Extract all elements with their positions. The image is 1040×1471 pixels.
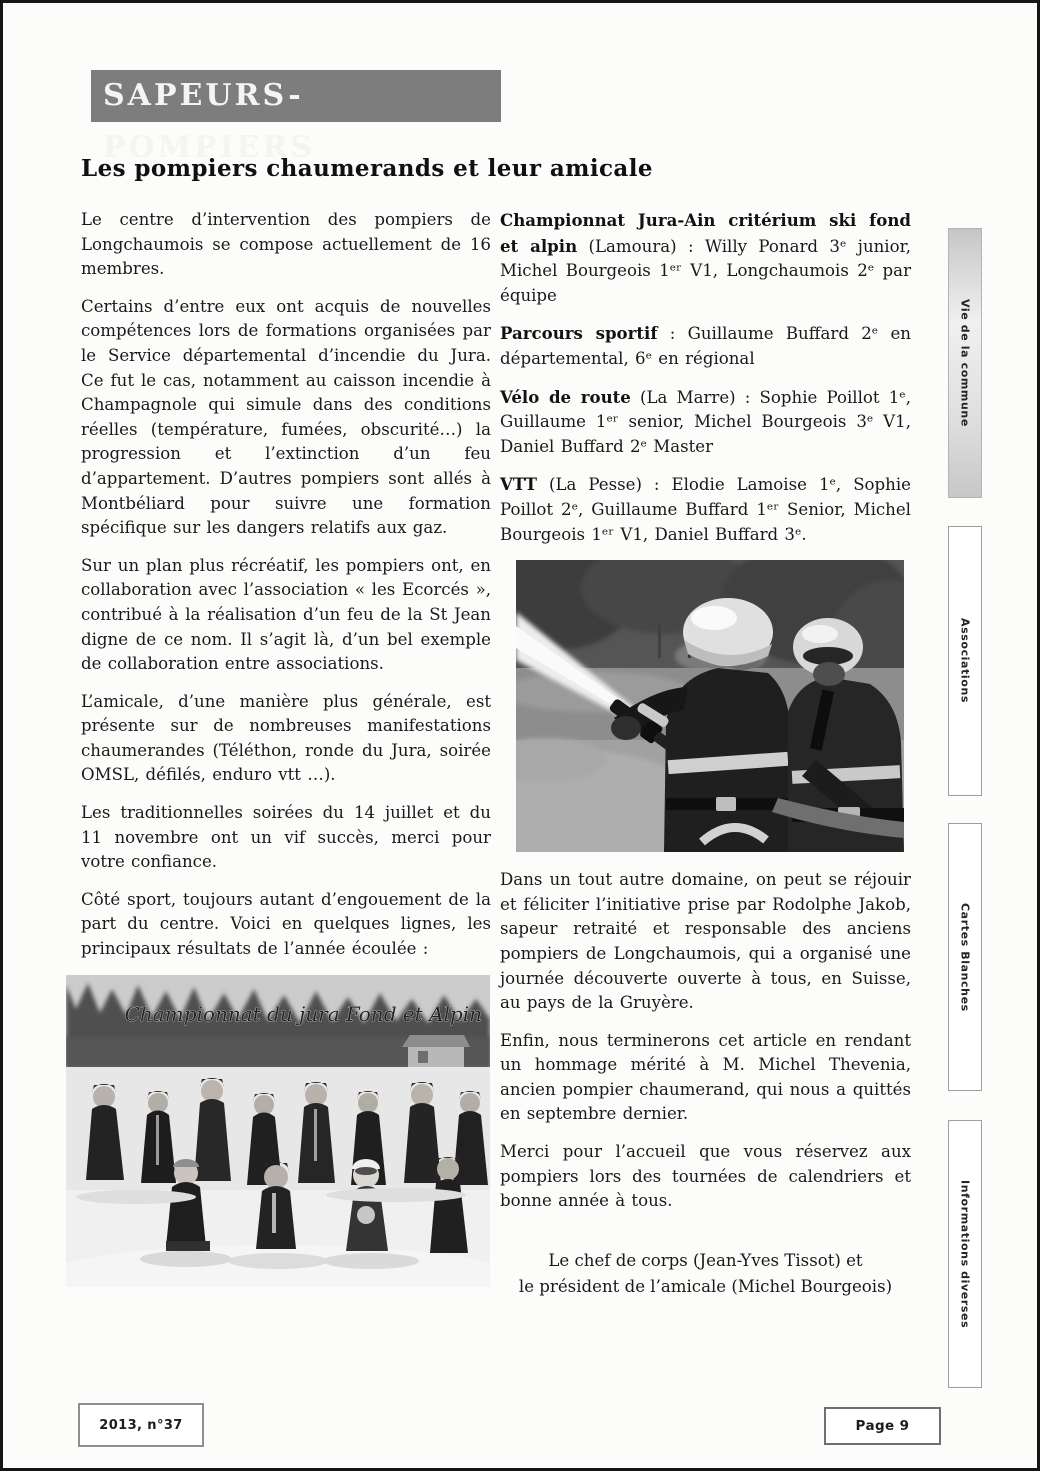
result-label: Parcours sportif xyxy=(500,323,658,344)
right-column xyxy=(500,208,911,1300)
signature-line-2: le président de l’amicale (Michel Bourgeois) xyxy=(518,1276,893,1296)
left-column xyxy=(81,208,491,1287)
paragraph-formations: Certains d’entre eux ont acquis de nouvelles compétences lors de formations organisées par le Service départemental d’incendie du Jura. Ce fut le cas, notamment au caisson incendie à Champagnole qui simule dans des conditions réelles (température, fumées, obscurité…) la progression et l’extinction d’un feu d’appartement. D’autres pompiers sont allés à Montbéliard pour suivre une formation spécifique sur les dangers relatifs aux gaz. xyxy=(81,296,491,538)
result-ski xyxy=(500,208,911,308)
result-vtt xyxy=(500,472,911,547)
paragraph-hommage: Enfin, nous terminerons cet article en rendant un hommage mérité à M. Michel Thevenia, ancien pompier chaumerand, qui nous a quittés en septembre dernier. xyxy=(500,1030,911,1124)
footer-issue-box xyxy=(78,1403,204,1447)
result-label: Championnat Jura-Ain critérium ski fond et alpin xyxy=(500,210,911,256)
paragraph-gruyere: Dans un tout autre domaine, on peut se réjouir et féliciter l’initiative prise par Rodolphe Jakob, sapeur retraité et responsable des anciens pompiers de Longchaumois, qui a organisé une journée découverte ouverte à tous, en Suisse, au pays de la Gruyère. xyxy=(500,870,911,1013)
result-text: : Guillaume Buffard 2ᵉ en départemental, 6ᵉ en régional xyxy=(500,324,911,368)
sidebar-tab-label: Vie de la commune xyxy=(958,299,972,427)
result-text: (La Marre) : Sophie Poillot 1ᵉ, Guillaume 1ᵉʳ senior, Michel Bourgeois 3ᵉ V1, Daniel Buffard 2ᵉ Master xyxy=(500,387,911,456)
result-text: (La Pesse) : Elodie Lamoise 1ᵉ, Sophie Poillot 2ᵉ, Guillaume Buffard 1ᵉʳ Senior, Michel Bourgeois 1ᵉʳ V1, Daniel Buffard 3ᵉ. xyxy=(500,475,911,544)
section-banner-label: SAPEURS-POMPIERS xyxy=(103,78,315,165)
paragraph-intro: Le centre d’intervention des pompiers de Longchaumois se compose actuellement de 16 membres. xyxy=(81,210,491,279)
result-parcours xyxy=(500,321,911,371)
ski-team-photo-image xyxy=(66,975,490,1287)
result-label: Vélo de route xyxy=(500,386,631,407)
article-title: Les pompiers chaumerands et leur amicale xyxy=(81,155,653,182)
sidebar-tab-label: Cartes Blanches xyxy=(958,902,972,1012)
paragraph-amicale: L’amicale, d’une manière plus générale, est présente sur de nombreuses manifestations chaumerandes (Téléthon, ronde du Jura, soirée OMSL, défilés, enduro vtt …). xyxy=(81,691,491,785)
paragraph-merci: Merci pour l’accueil que vous réservez aux pompiers lors des tournées de calendriers et bonne année à tous. xyxy=(500,1142,911,1211)
paragraph-soirees: Les traditionnelles soirées du 14 juillet et du 11 novembre ont un vif succès, merci pour votre confiance. xyxy=(81,803,491,872)
section-banner xyxy=(91,70,501,165)
result-text: (Lamoura) : Willy Ponard 3ᵉ junior, Michel Bourgeois 1ᵉʳ V1, Longchaumois 2ᵉ par équipe xyxy=(500,236,911,305)
footer-page-box xyxy=(824,1407,941,1445)
footer-issue-label: 2013, n°37 xyxy=(99,1417,183,1433)
paragraph-sport: Côté sport, toujours autant d’engouement de la part du centre. Voici en quelques lignes, les principaux résultats de l’année écoulée : xyxy=(81,889,491,959)
sidebar-tab-label: Informations diverses xyxy=(958,1179,972,1329)
firefighters-photo xyxy=(516,560,904,852)
sidebar-tab-vie-de-la-commune xyxy=(948,228,982,498)
ski-team-photo xyxy=(66,975,490,1287)
sidebar-tab-informations-diverses xyxy=(948,1120,982,1388)
firefighters-photo-image xyxy=(516,560,904,852)
result-velo xyxy=(500,385,911,460)
sidebar-tab-associations xyxy=(948,526,982,796)
ski-photo-caption: Championnat du jura Fond et Alpin xyxy=(124,1001,482,1026)
signature-line-1: Le chef de corps (Jean-Yves Tissot) et xyxy=(548,1250,863,1270)
signature xyxy=(500,1248,911,1300)
footer-page-label: Page 9 xyxy=(855,1418,910,1434)
paragraph-st-jean: Sur un plan plus récréatif, les pompiers ont, en collaboration avec l’association « les Ecorcés », contribué à la réalisation d’un feu de la St Jean digne de ce nom. Il s’agit là, d’un bel exemple de collaboration entre associations. xyxy=(81,555,491,674)
sidebar-tab-label: Associations xyxy=(958,618,972,704)
result-label: VTT xyxy=(500,474,537,495)
sidebar-tab-cartes-blanches xyxy=(948,823,982,1091)
